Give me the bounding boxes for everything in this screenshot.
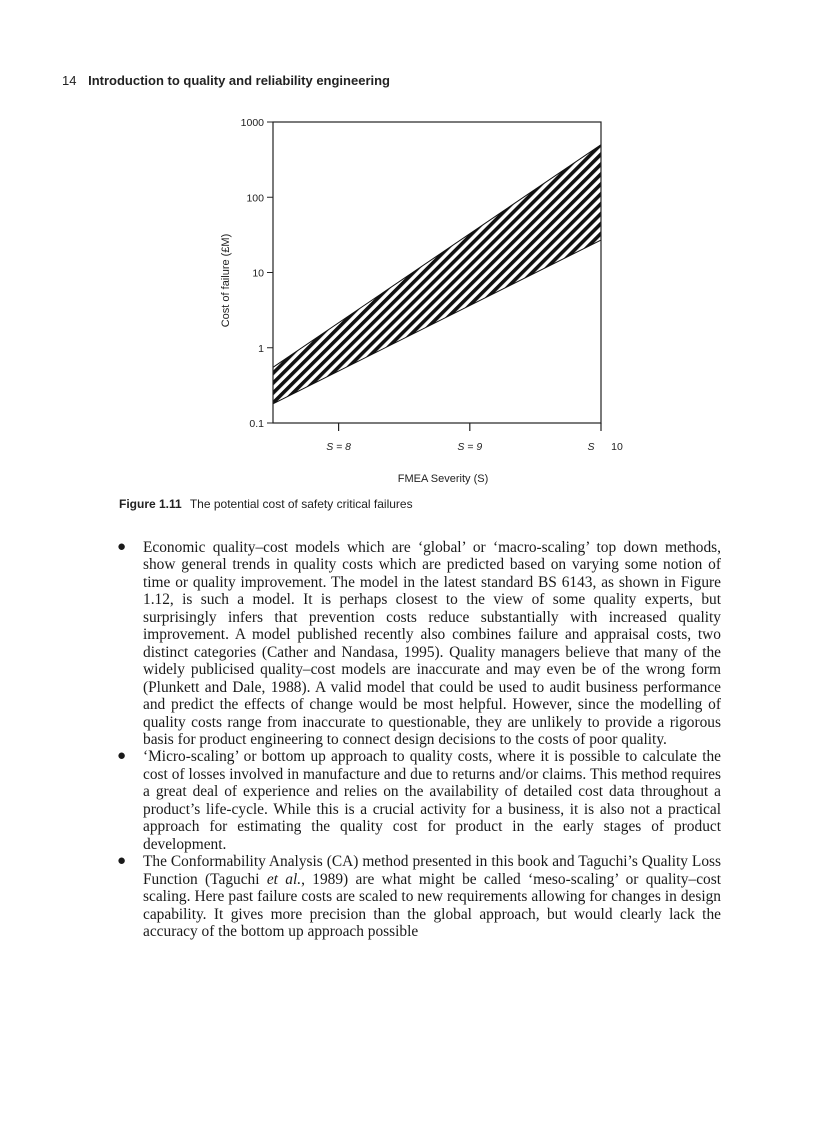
list-item [117, 853, 721, 940]
cost-band-area [273, 145, 601, 404]
bullet-text: Economic quality–cost models which are ‘global’ or ‘macro-scaling’ top down methods, show general trends in quality costs which are predicted based on varying some notion of time or quality improvement. The model in the latest standard BS 6143, as shown in Figure 1.12, is such a model. It is perhaps closest to the view of some quality experts, but surprisingly infers that prevention costs reduce substantially with increased quality improvement. A model published recently also combines failure and appraisal costs, two distinct categories (Cather and Nandasa, 1995). Quality managers believe that many of the widely publicised quality–cost models are inaccurate and may even be of the wrong form (Plunkett and Dale, 1988). A valid model that could be used to audit business performance and predict the effects of change would be most helpful. However, since the modelling of quality costs range from inaccurate to questionable, they are unlikely to provide a rigorous basis for product engineering to connect design decisions to the costs of poor quality. [143, 539, 721, 748]
bullet-icon: ● [117, 539, 127, 555]
y-axis-label: Cost of failure (£M) [220, 233, 232, 328]
y-tick-label: 1 [258, 342, 264, 355]
chart-svg [215, 112, 635, 490]
y-axis [241, 117, 273, 430]
bullet-text-italic: et al. [266, 870, 302, 888]
x-tick-label: 10 [611, 441, 623, 453]
bullet-icon: ● [117, 853, 127, 870]
bullet-text-part: , 1989) are what might be called ‘meso-scaling’ or quality–cost scaling. Here past failure costs are scaled to new requirements allowing for changes in design capability. It gives more precision than the global approach, but would clearly lack the accuracy of the bottom up approach possible [143, 870, 721, 940]
y-tick-label: 10 [252, 267, 264, 280]
x-tick-label: S [587, 441, 595, 453]
bullet-list [117, 539, 721, 940]
x-tick-label: S = 8 [326, 441, 352, 453]
figure-caption-text: The potential cost of safety critical failures [189, 497, 413, 511]
figure-caption [119, 497, 413, 511]
chapter-title: Introduction to quality and reliability engineering [88, 73, 391, 88]
x-axis [326, 423, 623, 453]
x-axis-label: FMEA Severity (S) [397, 473, 489, 485]
page-number: 14 [62, 73, 77, 88]
bullet-text-part: The Conformability Analysis (CA) method presented in this book and Taguchi’s Quality Loss Function (Taguchi [143, 853, 721, 888]
running-head [62, 73, 390, 88]
figure-1-11-chart [215, 112, 635, 490]
y-tick-label: 100 [246, 192, 264, 205]
y-tick-label: 1000 [240, 117, 264, 129]
y-tick-label: 0.1 [249, 418, 264, 430]
figure-label: Figure 1.11 [119, 497, 182, 511]
list-item [117, 539, 721, 748]
bullet-text [143, 853, 721, 940]
bullet-icon: ● [117, 748, 127, 765]
list-item [117, 748, 721, 853]
bullet-text: ‘Micro-scaling’ or bottom up approach to quality costs, where it is possible to calculate the cost of losses involved in manufacture and due to returns and/or claims. This method requires a great deal of experience and relies on the availability of detailed cost data throughout a product’s life-cycle. While this is a crucial activity for a business, it is also not a practical approach for estimating the quality cost for product in the early stages of product development. [143, 748, 721, 853]
x-tick-label: S = 9 [457, 441, 483, 453]
